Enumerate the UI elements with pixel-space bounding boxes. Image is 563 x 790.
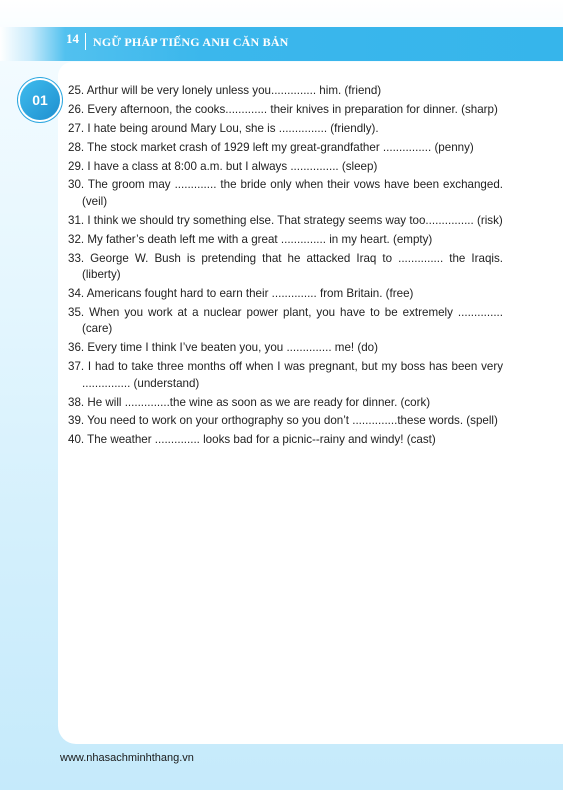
exercise-item: 33. George W. Bush is pretending that he attacked Iraq to .............. the Iraqis. (liberty) [68, 251, 503, 282]
exercise-item: 31. I think we should try something else. That strategy seems way too............... (risk) [68, 213, 503, 227]
exercise-item: 28. The stock market crash of 1929 left my great-grandfather ............... (penny) [68, 140, 474, 154]
exercise-item: 32. My father’s death left me with a great .............. in my heart. (empty) [68, 232, 433, 246]
exercise-item: 34. Americans fought hard to earn their .............. from Britain. (free) [68, 287, 414, 301]
exercise-item: 25. Arthur will be very lonely unless you.............. him. (friend) [68, 84, 382, 97]
exercise-item: 29. I have a class at 8:00 a.m. but I always ............... (sleep) [68, 159, 378, 173]
exercise-item: 26. Every afternoon, the cooks............. their knives in preparation for dinner. (sharp) [68, 102, 498, 116]
exercise-item: 35. When you work at a nuclear power plant, you have to be extremely .............. (care) [68, 305, 503, 336]
exercise-item: 30. The groom may ............. the bride only when their vows have been exchanged. (veil) [68, 178, 503, 208]
exercise-item: 27. I hate being around Mary Lou, she is ............... (friendly). [68, 121, 379, 135]
book-title: NGỮ PHÁP TIẾNG ANH CĂN BẢN [93, 35, 289, 49]
exercise-item: 36. Every time I think I’ve beaten you, you .............. me! (do) [68, 341, 378, 355]
exercise-item: 40. The weather .............. looks bad for a picnic--rainy and windy! (cast) [68, 433, 436, 447]
header-divider [85, 33, 86, 50]
page-number: 14 [66, 31, 79, 46]
exercise-list [68, 83, 503, 451]
exercise-item: 39. You need to work on your orthography so you don’t ..............these words. (spell) [68, 414, 498, 428]
chapter-number: 01 [32, 92, 48, 108]
footer-website-link[interactable]: www.nhasachminhthang.vn [60, 752, 194, 764]
exercise-item: 37. I had to take three months off when I was pregnant, but my boss has been very ............... (understand) [68, 360, 503, 390]
chapter-badge [20, 80, 60, 120]
exercise-item: 38. He will ..............the wine as soon as we are ready for dinner. (cork) [68, 395, 431, 409]
